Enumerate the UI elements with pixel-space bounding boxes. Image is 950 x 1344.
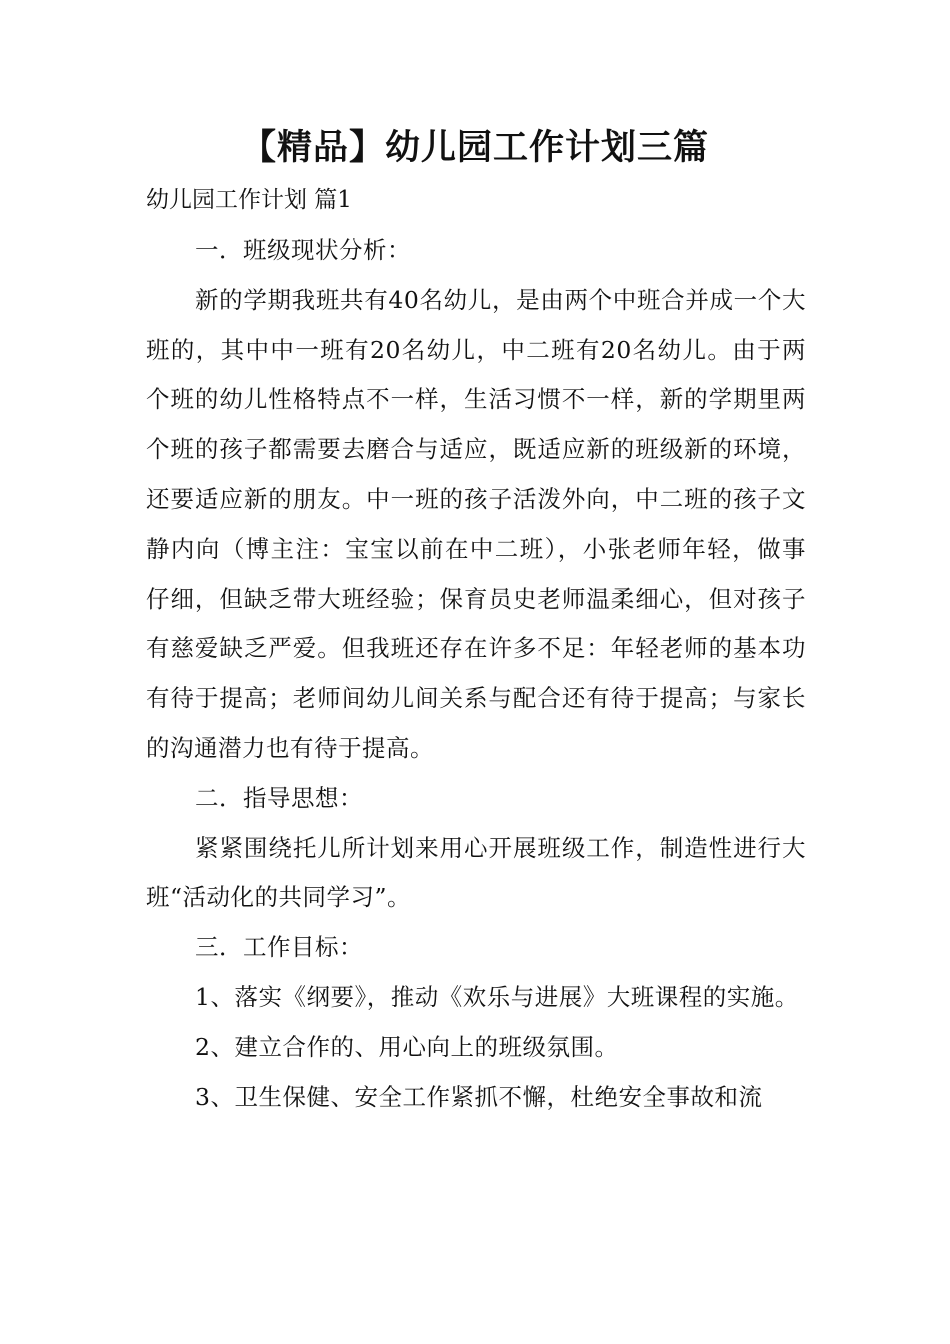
goal-item-2: 2、建立合作的、用心向上的班级氛围。 — [195, 1032, 619, 1061]
document-body — [146, 226, 806, 1122]
document-title: 【精品】幼儿园工作计划三篇 — [240, 128, 709, 168]
paragraph-class-analysis: 新的学期我班共有40名幼儿，是由两个中班合并成一个大班的，其中中一班有20名幼儿，中二班有20名幼儿。由于两个班的幼儿性格特点不一样，生活习惯不一样，新的学期里两个班的孩子都需要去磨合与适应，既适应新的班级新的环境，还要适应新的朋友。中一班的孩子活泼外向，中二班的孩子文静内向（博主注：宝宝以前在中二班），小张老师年轻，做事仔细，但缺乏带大班经验；保育员史老师温柔细心，但对孩子有慈爱缺乏严爱。但我班还存在许多不足：年轻老师的基本功有待于提高；老师间幼儿间关系与配合还有待于提高；与家长的沟通潜力也有待于提高。 — [146, 285, 806, 762]
heading-work-goals: 三．工作目标： — [195, 933, 363, 962]
goal-item-3: 3、卫生保健、安全工作紧抓不懈，杜绝安全事故和流 — [195, 1082, 763, 1111]
section-heading: 幼儿园工作计划 篇1 — [146, 187, 352, 213]
goal-item-1: 1、落实《纲要》，推动《欢乐与进展》大班课程的实施。 — [195, 982, 799, 1011]
heading-guiding-thought: 二．指导思想： — [195, 783, 363, 812]
heading-class-analysis: 一．班级现状分析： — [195, 236, 411, 264]
paragraph-guiding-thought: 紧紧围绕托儿所计划来用心开展班级工作，制造性进行大班“活动化的共同学习”。 — [146, 833, 806, 912]
